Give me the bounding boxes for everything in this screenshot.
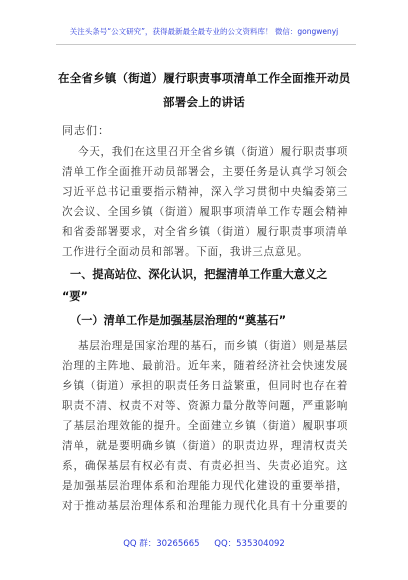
section-heading-1-cont: “要”: [62, 290, 88, 303]
paragraph-line: 对于推动基层治理体系和治理能力现代化具有十分重要的: [62, 500, 348, 512]
paragraph-line: 基层治理是国家治理的基石，而乡镇（街道）则是基层: [78, 340, 348, 352]
paragraph-line: 治理的主阵地、最前沿。近年来，随着经济社会快速发展: [62, 360, 348, 372]
section-heading-1: 一、提高站位、深化认识，把握清单工作重大意义之: [70, 268, 328, 281]
subsection-heading-1: （一）清单工作是加强基层治理的“奠基石”: [70, 314, 287, 327]
paragraph-line: 乡镇（街道）承担的职责任务日益繁重，但同时也存在着: [62, 380, 348, 392]
salutation: 同志们：: [62, 124, 110, 137]
header-divider: [56, 44, 356, 45]
header-banner: 关注头条号“公文研究”，获得最新最全最专业的公文资料库！ 微信：gongwenyj: [69, 27, 339, 36]
paragraph-line: 系，确保基层有权必有责、有责必担当、失责必追究。这: [62, 460, 348, 472]
paragraph-line: 次会议、全国乡镇（街道）履职事项清单工作专题会精神: [62, 206, 348, 218]
footer-contact: [0, 537, 408, 549]
document-title-line-2: 部署会上的讲话: [163, 95, 245, 109]
paragraph-line: 清单，就是要明确乡镇（街道）的职责边界，理清权责关: [62, 440, 348, 452]
paragraph-line: 工作进行全面动员和部署。下面，我讲三点意见。: [62, 246, 309, 258]
paragraph-line: 了基层治理效能的提升。全面建立乡镇（街道）履职事项: [62, 420, 348, 432]
footer-qq: QQ：535304092: [214, 539, 285, 549]
document-title-line-1: 在全省乡镇（街道）履行职责事项清单工作全面推开动员: [58, 71, 351, 85]
paragraph-line: 和省委部署要求，对全省乡镇（街道）履行职责事项清单: [62, 226, 348, 238]
paragraph-line: 是加强基层治理体系和治理能力现代化建设的重要举措，: [62, 480, 348, 492]
footer-qq-group: QQ 群：30265665: [123, 539, 200, 549]
paragraph-line: 今天，我们在这里召开全省乡镇（街道）履行职责事项: [78, 146, 348, 158]
paragraph-line: 职责不清、权责不对等、资源力量分散等问题，严重影响: [62, 400, 348, 412]
paragraph-line: 习近平总书记重要指示精神，深入学习贯彻中央编委第三: [62, 186, 348, 198]
paragraph-line: 清单工作全面推开动员部署会，主要任务是认真学习领会: [62, 166, 348, 178]
